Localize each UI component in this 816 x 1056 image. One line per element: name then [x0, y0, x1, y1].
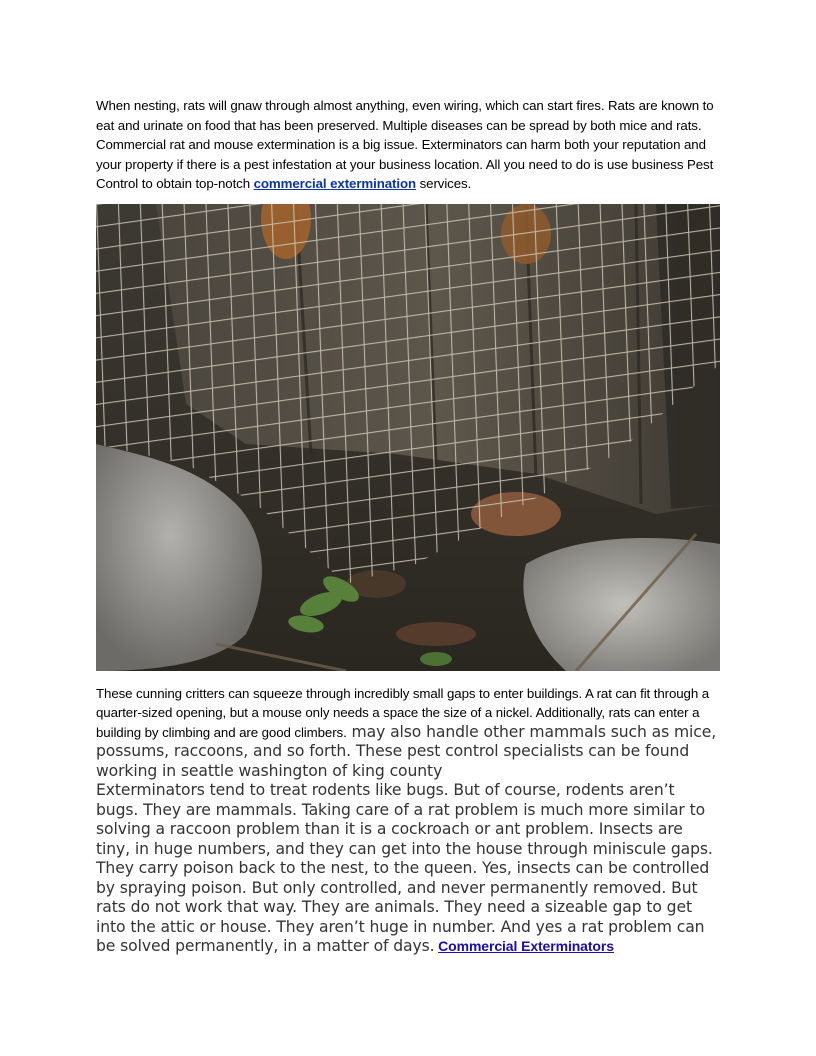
commercial-exterminators-link[interactable]: Commercial Exterminators [438, 938, 614, 954]
wire-mesh-cage-photo [96, 204, 720, 671]
document-page [96, 96, 720, 957]
intro-paragraph [96, 96, 720, 194]
intro-tail-text: services. [416, 176, 472, 191]
body-small-text: These cunning critters can squeeze through incredibly small gaps to enter buildings. A rat can fit through a quarter-sized opening, but a mouse only needs a space the size of a nickel. Additionally, rats can enter a building by climbing and are good climbers. [96, 685, 710, 740]
body-large-text-2: Exterminators tend to treat rodents like bugs. But of course, rodents aren’t bugs. They are mammals. Taking care of a rat problem is much more similar to solving a raccoon problem than it is a cockroach or ant problem. Insects are tiny, in huge numbers, and they can get into the house through miniscule gaps. They carry poison back to the nest, to the queen. Yes, insects can be controlled by spraying poison. But only controlled, and never permanently removed. But rats do not work that way. They are animals. They need a sizeable gap to get into the attic or house. They aren’t huge in number. And yes a rat problem can be solved permanently, in a matter of days. [96, 781, 713, 955]
body-large-text-1: may also handle other mammals such as mice, possums, raccoons, and so forth. These pest control specialists can be found working in seattle washington of king county [96, 722, 717, 780]
commercial-extermination-link[interactable]: commercial extermination [253, 176, 417, 191]
intro-text: When nesting, rats will gnaw through almost anything, even wiring, which can start fires. Rats are known to eat and urinate on food that has been preserved. Multiple diseases can be spread by both mice and rats. Commercial rat and mouse extermination is a big issue. Exterminators can harm both your reputation and your property if there is a pest infestation at your business location. All you need to do is use business Pest Control to obtain top-notch [96, 98, 714, 191]
body-paragraph [96, 684, 720, 957]
